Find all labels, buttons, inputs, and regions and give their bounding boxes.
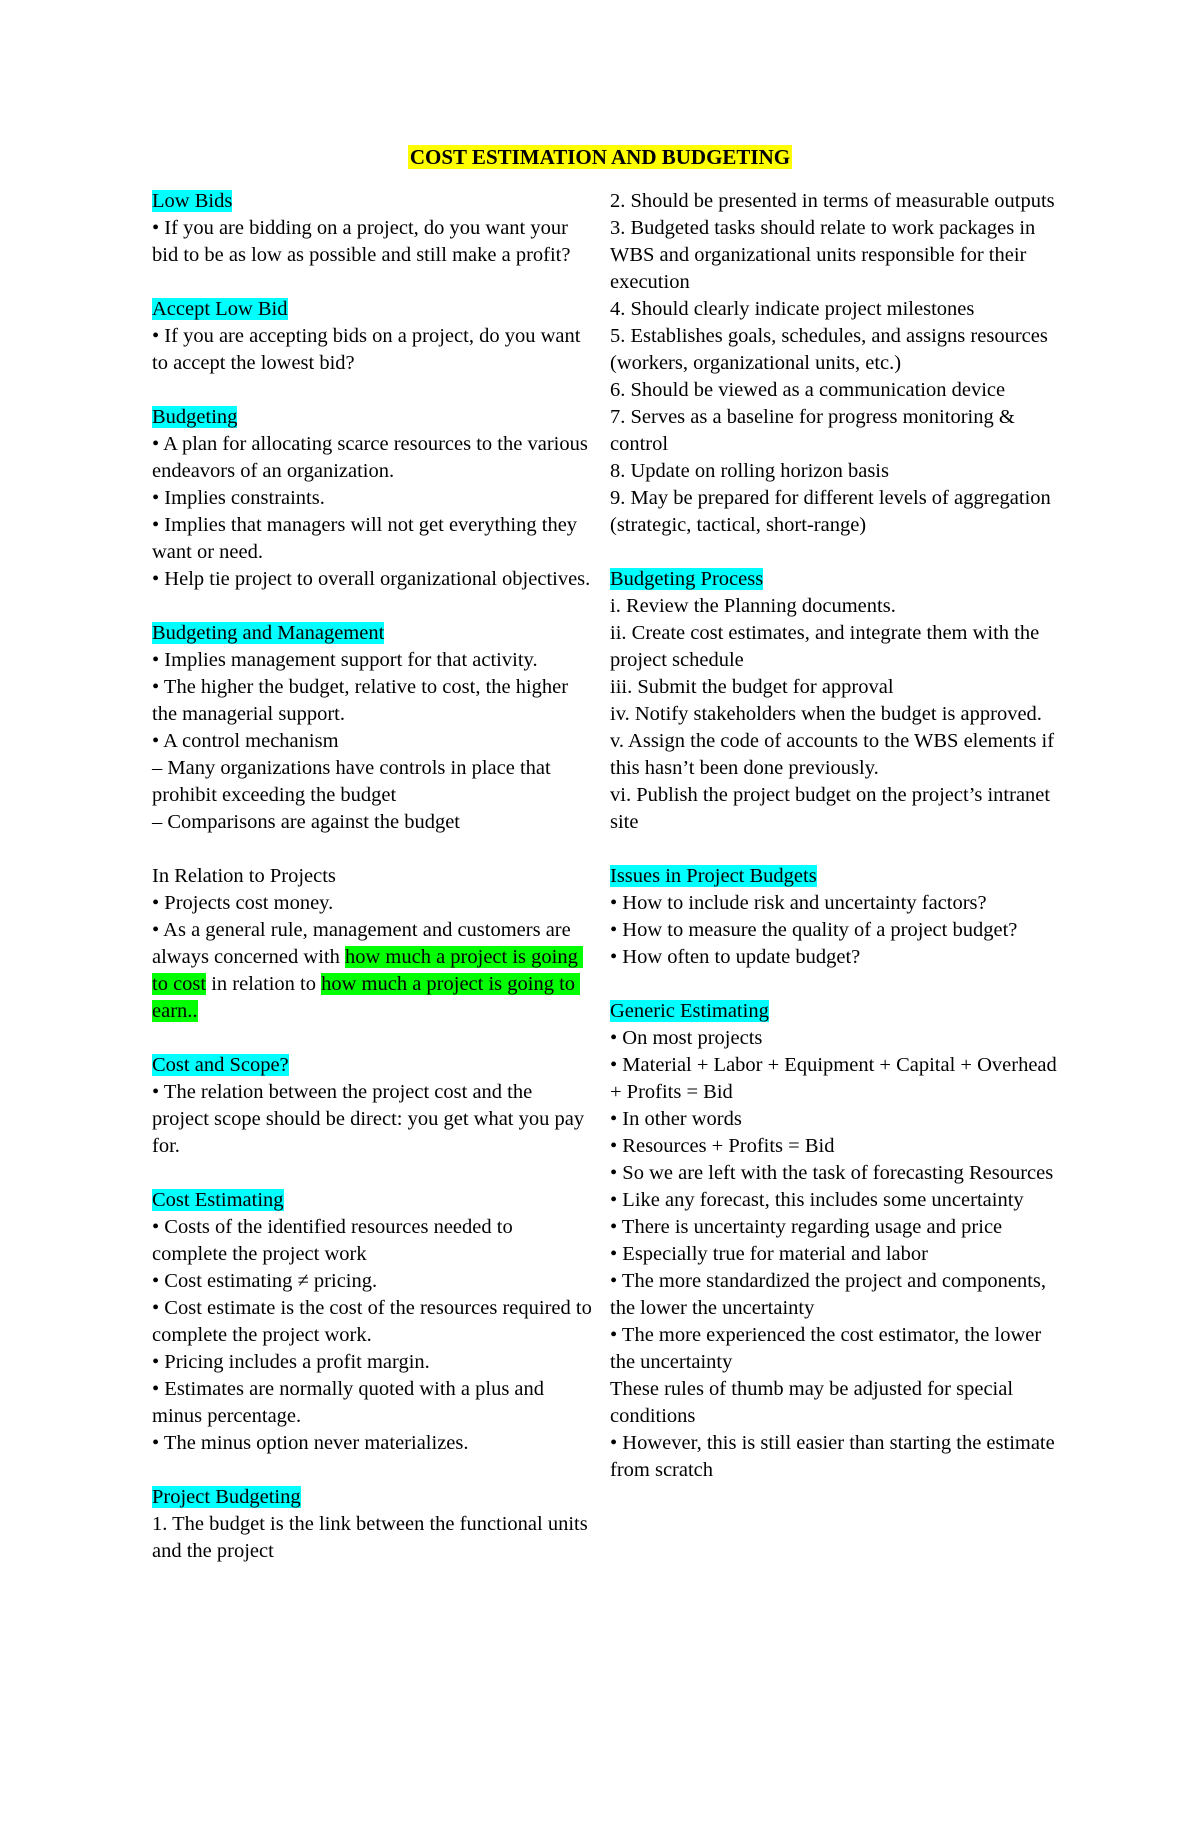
right-column xyxy=(610,188,1060,1484)
bullet-line: • So we are left with the task of forecasting Resources xyxy=(610,1162,1054,1184)
bullet-line: • Material + Labor + Equipment + Capital + Overhead + Profits = Bid xyxy=(610,1054,1062,1103)
green-highlight: how much a project is going to earn.. xyxy=(152,973,581,1022)
numbered-line: iv. Notify stakeholders when the budget is approved. xyxy=(610,703,1042,725)
section-budgeting-process xyxy=(610,566,1060,836)
numbered-line: 1. The budget is the link between the functional units and the project xyxy=(152,1513,593,1562)
section-budget-points xyxy=(610,188,1060,539)
section-heading: Budgeting Process xyxy=(610,568,764,590)
bullet-line: • A plan for allocating scarce resources to the various endeavors of an organization. xyxy=(152,433,593,482)
bullet-line: • If you are accepting bids on a project, do you want to accept the lowest bid? xyxy=(152,325,586,374)
numbered-line: 9. May be prepared for different levels of aggregation (strategic, tactical, short-range) xyxy=(610,487,1056,536)
bullet-line: • How often to update budget? xyxy=(610,946,861,968)
section-low-bids xyxy=(152,188,592,269)
bullet-line: • Cost estimating ≠ pricing. xyxy=(152,1270,378,1292)
numbered-line: 3. Budgeted tasks should relate to work packages in WBS and organizational units responsible for their execution xyxy=(610,217,1041,293)
numbered-line: 4. Should clearly indicate project milestones xyxy=(610,298,975,320)
bullet-line: • Implies constraints. xyxy=(152,487,325,509)
section-heading: Issues in Project Budgets xyxy=(610,865,817,887)
numbered-line: iii. Submit the budget for approval xyxy=(610,676,894,698)
bullet-line: • In other words xyxy=(610,1108,742,1130)
bullet-line: • The more experienced the cost estimator, the lower the uncertainty xyxy=(610,1324,1047,1373)
section-issues-in-project-budgets xyxy=(610,863,1060,971)
section-heading: Cost and Scope? xyxy=(152,1054,289,1076)
numbered-line: i. Review the Planning documents. xyxy=(610,595,896,617)
bullet-line: • Pricing includes a profit margin. xyxy=(152,1351,430,1373)
section-heading: Budgeting and Management xyxy=(152,622,385,644)
bullet-line: • The more standardized the project and components, the lower the uncertainty xyxy=(610,1270,1052,1319)
numbered-line: 5. Establishes goals, schedules, and assigns resources (workers, organizational units, etc.) xyxy=(610,325,1053,374)
numbered-line: 2. Should be presented in terms of measurable outputs xyxy=(610,190,1055,212)
bullet-line: • Help tie project to overall organizational objectives. xyxy=(152,568,591,590)
section-project-budgeting xyxy=(152,1484,592,1565)
bullet-line: • There is uncertainty regarding usage and price xyxy=(610,1216,1003,1238)
bullet-line: • Like any forecast, this includes some uncertainty xyxy=(610,1189,1024,1211)
section-heading: Budgeting xyxy=(152,406,238,428)
body-line: These rules of thumb may be adjusted for special conditions xyxy=(610,1378,1019,1427)
section-heading: Accept Low Bid xyxy=(152,298,288,320)
section-budgeting xyxy=(152,404,592,593)
bullet-line: • Resources + Profits = Bid xyxy=(610,1135,835,1157)
bullet-line: • The relation between the project cost and the project scope should be direct: you get what you pay for. xyxy=(152,1081,590,1157)
document-title: COST ESTIMATION AND BUDGETING xyxy=(409,145,791,169)
bullet-line: – Many organizations have controls in place that prohibit exceeding the budget xyxy=(152,757,556,806)
section-generic-estimating xyxy=(610,998,1060,1484)
numbered-line: ii. Create cost estimates, and integrate them with the project schedule xyxy=(610,622,1045,671)
bullet-line-highlighted: • As a general rule, management and customers are always concerned with how much a project is going to cost in relation to how much a project is going to earn.. xyxy=(152,919,583,1022)
section-cost-and-scope xyxy=(152,1052,592,1160)
section-heading: Generic Estimating xyxy=(610,1000,769,1022)
bullet-line: • Implies that managers will not get everything they want or need. xyxy=(152,514,583,563)
numbered-line: 6. Should be viewed as a communication device xyxy=(610,379,1006,401)
section-heading: Cost Estimating xyxy=(152,1189,284,1211)
bullet-line: • Implies management support for that activity. xyxy=(152,649,538,671)
bullet-line: • A control mechanism xyxy=(152,730,339,752)
section-heading: Low Bids xyxy=(152,190,233,212)
numbered-line: v. Assign the code of accounts to the WBS elements if this hasn’t been done previously. xyxy=(610,730,1060,779)
section-heading-plain: In Relation to Projects xyxy=(152,865,336,887)
bullet-line: • Projects cost money. xyxy=(152,892,334,914)
section-budgeting-management xyxy=(152,620,592,836)
numbered-line: vi. Publish the project budget on the project’s intranet site xyxy=(610,784,1056,833)
left-column xyxy=(152,188,597,1565)
bullet-line: • However, this is still easier than starting the estimate from scratch xyxy=(610,1432,1060,1481)
bullet-line: • The higher the budget, relative to cost, the higher the managerial support. xyxy=(152,676,574,725)
numbered-line: 8. Update on rolling horizon basis xyxy=(610,460,889,482)
numbered-line: 7. Serves as a baseline for progress monitoring & control xyxy=(610,406,1020,455)
section-heading: Project Budgeting xyxy=(152,1486,301,1508)
bullet-line: • How to measure the quality of a project budget? xyxy=(610,919,1018,941)
green-highlight: how much a project is going to cost xyxy=(152,946,583,995)
section-cost-estimating xyxy=(152,1187,597,1457)
bullet-line: • Costs of the identified resources needed to complete the project work xyxy=(152,1216,518,1265)
section-accept-low-bid xyxy=(152,296,592,377)
bullet-line: • If you are bidding on a project, do you want your bid to be as low as possible and still make a profit? xyxy=(152,217,574,266)
bullet-line: – Comparisons are against the budget xyxy=(152,811,461,833)
bullet-line: • How to include risk and uncertainty factors? xyxy=(610,892,987,914)
bullet-line: • Especially true for material and labor xyxy=(610,1243,928,1265)
bullet-line: • The minus option never materializes. xyxy=(152,1432,469,1454)
bullet-line: • Estimates are normally quoted with a plus and minus percentage. xyxy=(152,1378,550,1427)
section-in-relation-to-projects xyxy=(152,863,592,1025)
bullet-line: • On most projects xyxy=(610,1027,763,1049)
bullet-line: • Cost estimate is the cost of the resources required to complete the project work. xyxy=(152,1297,597,1346)
